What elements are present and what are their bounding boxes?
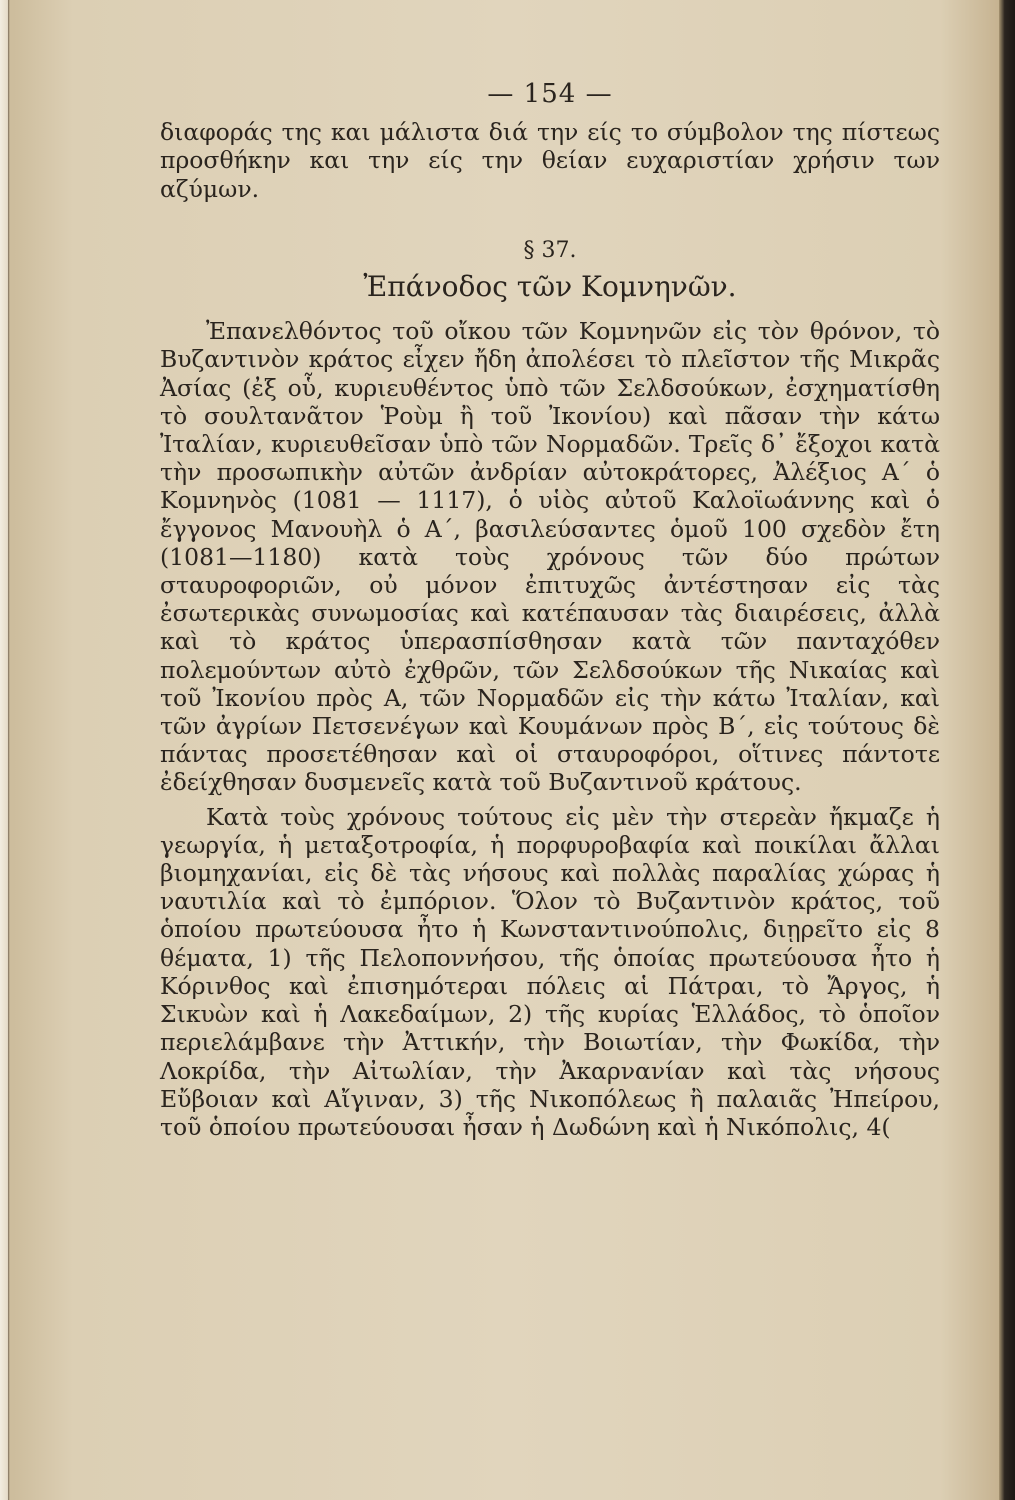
continued-paragraph: διαφοράς της και μάλιστα διά την είς το σύμβολον της πίστεως προσθήκην και την είς την θείαν ευχαριστίαν χρήσιν των αζύμων. bbox=[160, 118, 940, 203]
page-right-edge bbox=[999, 0, 1015, 1500]
paragraph: Κατὰ τοὺς χρόνους τούτους εἰς μὲν τὴν στερεὰν ἤκμαζε ἡ γεωργία, ἡ μεταξοτροφία, ἡ πορφυροβαφία καὶ ποικίλαι ἄλλαι βιομηχανίαι, εἰς δὲ τὰς νήσους καὶ πολλὰς παραλίας χώρας ἡ ναυτιλία καὶ τὸ ἐμπόριον. Ὅλον τὸ Βυζαντινὸν κράτος, τοῦ ὁποίου πρωτεύουσα ἦτο ἡ Κωνσταντινούπολις, διῃρεῖτο εἰς 8 θέματα, 1) τῆς Πελοποννήσου, τῆς ὁποίας πρωτεύουσα ἦτο ἡ Κόρινθος καὶ ἐπισημότεραι πόλεις αἱ Πάτραι, τὸ Ἄργος, ἡ Σικυὼν καὶ ἡ Λακεδαίμων, 2) τῆς κυρίας Ἑλλάδος, τὸ ὁποῖον περιελάμβανε τὴν Ἀττικήν, τὴν Βοιωτίαν, τὴν Φωκίδα, τὴν Λοκρίδα, τὴν Αἰτωλίαν, τὴν Ἀκαρνανίαν καὶ τὰς νήσους Εὔβοιαν καὶ Αἴγιναν, 3) τῆς Νικοπόλεως ἢ παλαιᾶς Ἠπείρου, τοῦ ὁποίου πρωτεύουσαι ἦσαν ἡ Δωδώνη καὶ ἡ Νικόπολις, 4( bbox=[160, 802, 940, 1141]
page-left-edge bbox=[0, 0, 14, 1500]
section-title: Ἐπάνοδος τῶν Κομνηνῶν. bbox=[363, 270, 737, 304]
page-number: — 154 — bbox=[487, 79, 613, 109]
paragraph: Ἐπανελθόντος τοῦ οἴκου τῶν Κομνηνῶν εἰς τὸν θρόνον, τὸ Βυζαντινὸν κράτος εἶχεν ἤδη ἀπολέσει τὸ πλεῖστον τῆς Μικρᾶς Ἀσίας (ἐξ οὗ, κυριευθέντος ὑπὸ τῶν Σελδσούκων, ἐσχηματίσθη τὸ σουλτανᾶτον Ῥοὺμ ἢ τοῦ Ἰκονίου) καὶ πᾶσαν τὴν κάτω Ἰταλίαν, κυριευθεῖσαν ὑπὸ τῶν Νορμαδῶν. Τρεῖς δ᾽ ἔξοχοι κατὰ τὴν προσωπικὴν αὐτῶν ἀνδρίαν αὐτοκράτορες, Ἀλέξιος Α´ ὁ Κομνηνὸς (1081 — 1117), ὁ υἱὸς αὐτοῦ Καλοϊωάννης καὶ ὁ ἔγγονος Μανουὴλ ὁ Α´, βασιλεύσαντες ὁμοῦ 100 σχεδὸν ἔτη (1081—1180) κατὰ τοὺς χρόνους τῶν δύο πρώτων σταυροφοριῶν, οὐ μόνον ἐπιτυχῶς ἀντέστησαν εἰς τὰς ἐσωτερικὰς συνωμοσίας καὶ κατέπαυσαν τὰς διαιρέσεις, ἀλλὰ καὶ τὸ κράτος ὑπερασπίσθησαν κατὰ τῶν πανταχόθεν πολεμούντων αὐτὸ ἐχθρῶν, τῶν Σελδσούκων τῆς Νικαίας καὶ τοῦ Ἰκονίου πρὸς Α, τῶν Νορμαδῶν εἰς τὴν κάτω Ἰταλίαν, καὶ τῶν ἀγρίων Πετσενέγων καὶ Κουμάνων πρὸς Β´, εἰς τούτους δὲ πάντας προσετέθησαν καὶ οἱ σταυροφόροι, οἵτινες πάντοτε ἐδείχθησαν δυσμενεῖς κατὰ τοῦ Βυζαντινοῦ κράτους. bbox=[160, 317, 940, 797]
page-content bbox=[160, 80, 940, 1141]
section-number: § 37. bbox=[523, 237, 577, 263]
